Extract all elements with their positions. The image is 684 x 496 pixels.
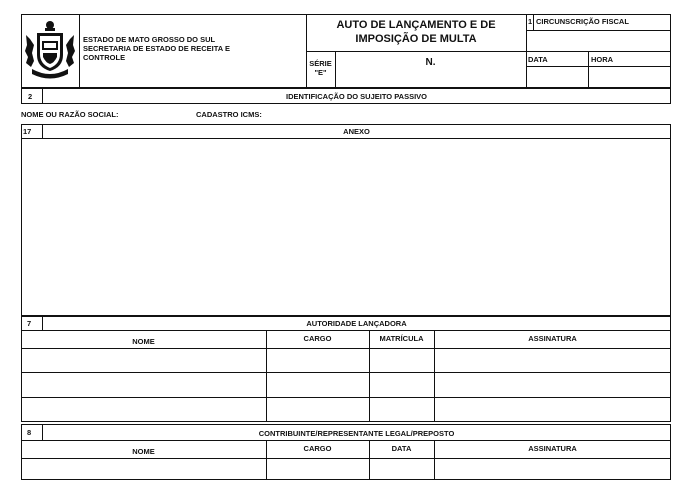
circ-underline [526, 30, 671, 31]
authority-col-assinatura: ASSINATURA [528, 334, 577, 343]
section7-number: 7 [27, 319, 32, 328]
taxpayer-row[interactable] [22, 459, 670, 479]
section2-number: 2 [28, 92, 33, 101]
authority-row[interactable] [22, 398, 670, 421]
serie-value: "E" [314, 68, 327, 77]
state-coat-of-arms [24, 17, 76, 85]
annex-title: ANEXO [343, 127, 370, 136]
header-title-underline [306, 51, 526, 52]
authority-col-nome: NOME [132, 337, 155, 346]
section17-number: 17 [23, 127, 32, 136]
serie-label: SÉRIE [309, 59, 332, 68]
state-name: ESTADO DE MATO GROSSO DO SUL [83, 35, 216, 44]
taxpayer-col-data: DATA [391, 444, 412, 453]
authority-col-cargo: CARGO [303, 334, 332, 343]
authority-title: AUTORIDADE LANÇADORA [306, 319, 407, 328]
time-label: HORA [591, 55, 614, 64]
authority-row[interactable] [22, 349, 670, 372]
section8-number: 8 [27, 428, 32, 437]
section2-title: IDENTIFICAÇÃO DO SUJEITO PASSIVO [286, 92, 427, 101]
taxpayer-col-nome: NOME [132, 447, 155, 456]
date-time-divider [588, 51, 589, 88]
circ-second-line [526, 51, 671, 52]
authority-col-matricula: MATRÍCULA [379, 334, 424, 343]
taxpayer-col-assinatura: ASSINATURA [528, 444, 577, 453]
auto-number-label: N. [425, 57, 436, 68]
header-divider-logo [79, 14, 80, 88]
circ-number: 1 [528, 17, 533, 26]
taxpayer-title-line [21, 440, 671, 441]
circ-number-divider [533, 14, 534, 30]
authority-title-line [21, 330, 671, 331]
authority-row[interactable] [22, 373, 670, 397]
form-title: AUTO DE LANÇAMENTO E DE IMPOSIÇÃO DE MULTA [336, 19, 496, 45]
icms-label: CADASTRO ICMS: [196, 110, 262, 119]
circ-label: CIRCUNSCRIÇÃO FISCAL [536, 17, 629, 26]
taxpayer-col-cargo: CARGO [303, 444, 332, 453]
annex-content-area[interactable] [22, 139, 670, 315]
name-label: NOME OU RAZÃO SOCIAL: [21, 110, 119, 119]
secretariat-name: SECRETARIA DE ESTADO DE RECEITA E CONTROLE [83, 44, 230, 62]
date-time-underline [526, 66, 671, 67]
taxpayer-title: CONTRIBUINTE/REPRESENTANTE LEGAL/PREPOSTO [258, 429, 455, 438]
date-label: DATA [528, 55, 548, 64]
